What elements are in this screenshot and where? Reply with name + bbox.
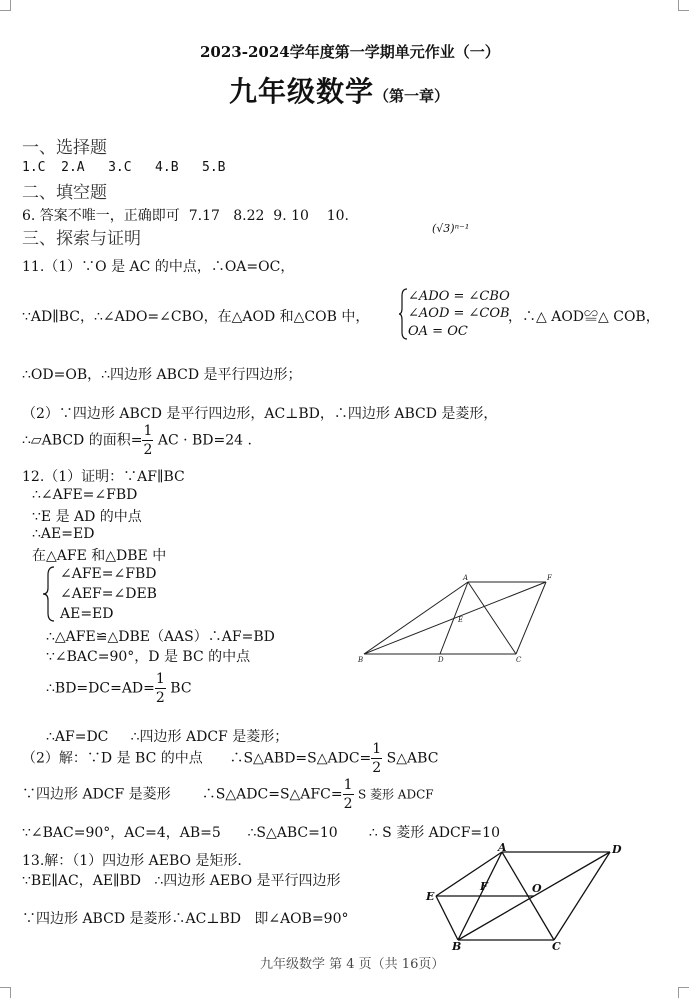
q12-system-line-1: ∠AFE=∠FBD [60, 566, 157, 582]
choice-answers: 1.C 2.A 3.C 4.B 5.B [22, 160, 226, 175]
segment-bf [364, 582, 546, 654]
q13-line-3: ∵四边形 ABCD 是菱形∴AC⊥BD 即∠AOB=90° [22, 911, 349, 927]
q12-figure [350, 570, 560, 665]
q11-line-1: 11.（1）∵O 是 AC 的中点，∴OA=OC， [22, 259, 295, 275]
q12-bd-equals: ∴BD=DC=AD= [46, 680, 155, 697]
q12-line-9: ∴AF=DC ∴四边形 ADCF 是菱形； [46, 729, 289, 745]
title-text: 九年级数学 [229, 75, 375, 108]
label-C: C [552, 940, 561, 952]
chapter-label: （第一章） [374, 87, 450, 105]
section-heading-choice: 一、选择题 [22, 138, 107, 158]
segment-ac [468, 582, 516, 654]
fraction-one-half: $\frac{1}{2}$ [372, 741, 382, 776]
q12-system-line-3: AE=ED [60, 606, 114, 622]
q12-part2-line-2 [22, 778, 434, 811]
q12-part2-text: （2）解：∵D 是 BC 的中点 ∴S△ABD=S△ADC= [22, 750, 372, 767]
label-B: B [452, 940, 462, 952]
q12-line-5: 在△AFE 和△DBE 中 [32, 548, 167, 564]
q11-line-2: ∵AD∥BC，∴∠ADO=∠CBO，在△AOD 和△COB 中， [22, 309, 370, 325]
label-O: O [532, 882, 542, 895]
fraction-one-half: $\frac{1}{2}$ [155, 671, 165, 706]
q12-line-3: ∵E 是 AD 的中点 [32, 509, 142, 525]
q12-part2-text-2: ∵四边形 ADCF 是菱形 ∴S△ADC=S△AFC= [22, 786, 343, 803]
q12-line-7: ∵∠BAC=90°，D 是 BC 的中点 [46, 649, 251, 665]
crop-mark-bottom-right [678, 987, 689, 998]
q11-system-line-3: OA = OC [408, 324, 468, 339]
crop-mark-top-left [0, 0, 11, 11]
label-F: F [480, 880, 488, 893]
q12-part2-rhombus-area: S 菱形 ADCF [357, 787, 434, 802]
q13-line-1: 13.解：（1）四边形 AEBO 是矩形. [22, 853, 242, 869]
segment-ba [364, 582, 468, 654]
q11-line-3: ∴OD=OB，∴四边形 ABCD 是平行四边形； [22, 367, 302, 383]
fraction-one-half: $\frac{1}{2}$ [143, 423, 153, 458]
section-heading-proof: 三、探索与证明 [22, 229, 141, 249]
label-C: C [516, 656, 522, 664]
page-subtitle: 2023-2024学年度第一学期单元作业（一） [200, 43, 500, 61]
crop-mark-bottom-left [0, 987, 11, 998]
q11-system-brace [398, 288, 408, 340]
q11-system-line-2: ∠AOD = ∠COB [408, 306, 510, 321]
q12-bc-label: BC [170, 680, 192, 697]
label-E: E [458, 616, 464, 624]
label-F: F [547, 574, 552, 582]
q13-figure [422, 840, 627, 952]
section-heading-fill: 二、填空题 [22, 183, 107, 203]
segment-fc [516, 582, 546, 654]
segment-dc [554, 852, 610, 940]
q13-line-2: ∵BE∥AC，AE∥BD ∴四边形 AEBO 是平行四边形 [22, 873, 341, 889]
q12-line-1: 12.（1）证明：∵AF∥BC [22, 469, 185, 485]
q12-part2-line-3: ∵∠BAC=90°，AC=4，AB=5 ∴S△ABC=10 ∴ S 菱形 ADCF=10 [22, 825, 500, 841]
q12-line-2: ∴∠AFE=∠FBD [32, 487, 138, 503]
page-title [229, 70, 449, 110]
q12-system-brace [42, 566, 56, 622]
crop-mark-top-right [678, 0, 689, 11]
segment-eb [436, 896, 458, 940]
label-B: B [358, 656, 364, 664]
q11-area-label: ∴▱ABCD 的面积= [22, 432, 143, 449]
label-A: A [463, 574, 469, 582]
fill-10-answer: (√3)ⁿ⁻¹ [432, 222, 470, 235]
q11-system-line-1: ∠ADO = ∠CBO [408, 289, 510, 304]
label-D: D [612, 843, 622, 856]
label-A: A [498, 841, 507, 854]
fill-answers: 6. 答案不唯一，正确即可 7.17 8.22 9. 10 10. [22, 208, 349, 224]
fraction-one-half: $\frac{1}{2}$ [343, 777, 353, 812]
q12-line-8 [46, 672, 192, 705]
q11-line-4: （2）∵四边形 ABCD 是平行四边形，AC⊥BD，∴四边形 ABCD 是菱形， [22, 406, 498, 422]
q11-line-2-conclusion: ，∴△ AOD≌△ COB， [508, 309, 660, 325]
segment-ea [436, 852, 502, 896]
q12-line-6: ∴△AFE≌△DBE（AAS）∴AF=BD [46, 629, 275, 645]
q12-system-line-2: ∠AEF=∠DEB [60, 586, 157, 602]
page-footer: 九年级数学 第 4 页（共 16页） [260, 957, 445, 972]
label-E: E [426, 890, 435, 903]
q12-part2-line-1 [22, 742, 438, 775]
q12-line-4: ∴AE=ED [32, 526, 95, 542]
q11-line-5 [22, 424, 252, 457]
label-D: D [438, 656, 444, 664]
q12-part2-area: S△ABC [386, 750, 439, 767]
q11-area-value: AC · BD=24 . [157, 432, 252, 449]
